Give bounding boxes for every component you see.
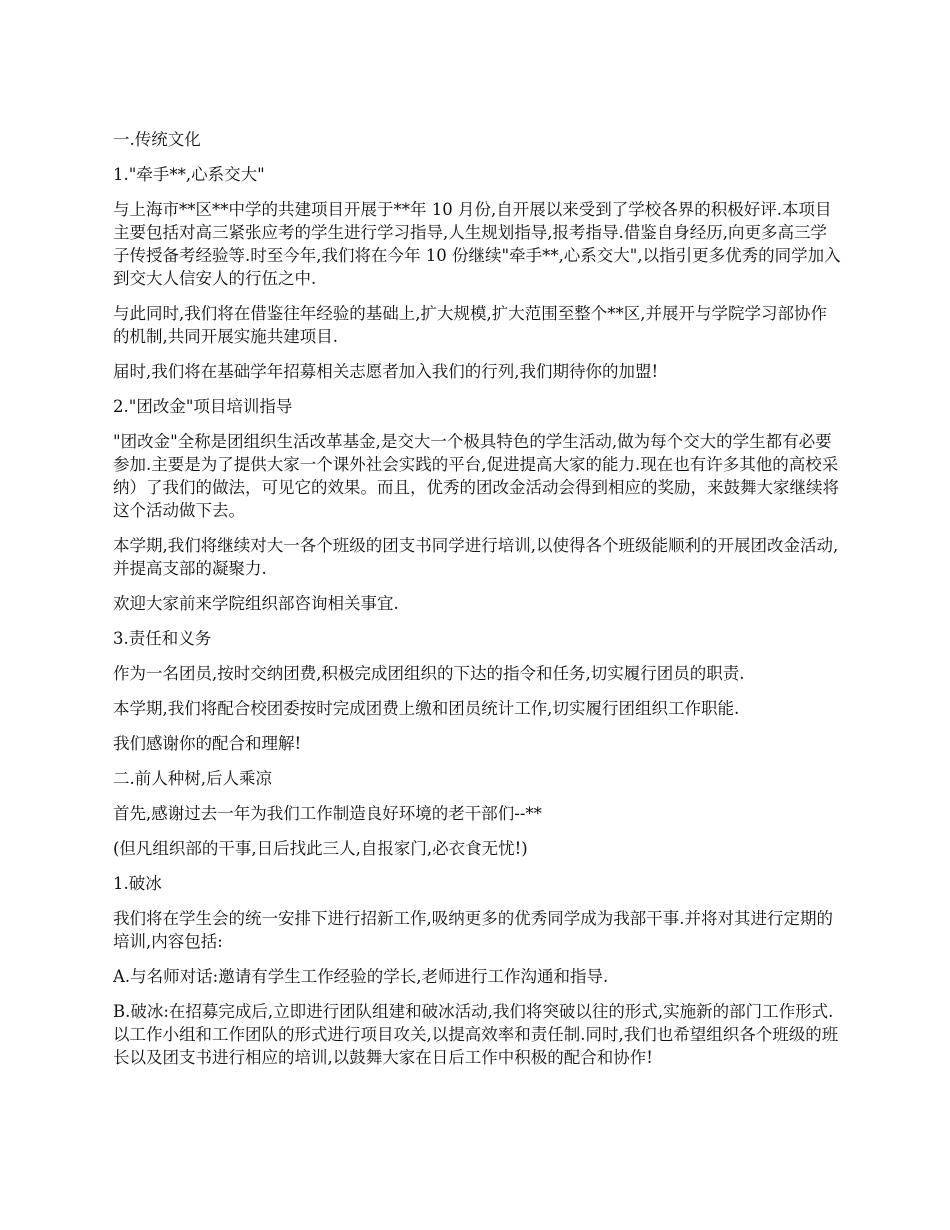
paragraph: 作为一名团员,按时交纳团费,积极完成团组织的下达的指令和任务,切实履行团员的职责. bbox=[113, 664, 745, 683]
paragraph: 届时,我们将在基础学年招募相关志愿者加入我们的行列,我们期待你的加盟! bbox=[113, 362, 659, 381]
paragraph: 首先,感谢过去一年为我们工作制造良好环境的老干部们--** bbox=[113, 804, 542, 823]
paragraph: 我们感谢你的配合和理解! bbox=[113, 734, 302, 753]
subheading-tuangaijin: 2."团改金"项目培训指导 bbox=[113, 397, 293, 416]
paragraph: 本学期,我们将配合校团委按时完成团费上缴和团员统计工作,切实履行团组织工作职能. bbox=[113, 699, 740, 718]
paragraph: 欢迎大家前来学院组织部咨询相关事宜. bbox=[113, 594, 399, 613]
subheading-hand-in-hand: 1."牵手**,心系交大" bbox=[113, 165, 265, 184]
paragraph: "团改金"全称是团组织生活改革基金,是交大一个极具特色的学生活动,做为每个交大的学生都有必要参加.主要是为了提供大家一个课外社会实践的平台,促进提高大家的能力.现在也有许多其他的高校采纳）了我们的做法，可见它的效果。而且，优秀的团改金活动会得到相应的奖励，来鼓舞大家继续将这个活动做下去。 bbox=[113, 432, 839, 520]
section-heading-predecessors: 二.前人种树,后人乘凉 bbox=[113, 769, 272, 788]
paragraph: 与上海市**区**中学的共建项目开展于**年 10 月份,自开展以来受到了学校各界的积极好评.本项目主要包括对高三紧张应考的学生进行学习指导,人生规划指导,报考指导.借鉴自身经历,向更多高三学子传授备考经验等.时至今年,我们将在今年 10 份继续"牵手**,心系交大",以指引更多优秀的同学加入到交大人信安人的行伍之中. bbox=[113, 200, 841, 288]
list-item-b: B.破冰:在招募完成后,立即进行团队组建和破冰活动,我们将突破以往的形式,实施新的部门工作形式.以工作小组和工作团队的形式进行项目攻关,以提高效率和责任制.同时,我们也希望组织各个班级的班长以及团支书进行相应的培训,以鼓舞大家在日后工作中积极的配合和协作! bbox=[113, 1002, 839, 1067]
paragraph: 与此同时,我们将在借鉴往年经验的基础上,扩大规模,扩大范围至整个**区,并展开与学院学习部协作的机制,共同开展实施共建项目. bbox=[113, 304, 827, 346]
section-heading-traditional-culture: 一.传统文化 bbox=[113, 130, 201, 149]
list-item-a: A.与名师对话:邀请有学生工作经验的学长,老师进行工作沟通和指导. bbox=[113, 967, 609, 986]
subheading-icebreak: 1.破冰 bbox=[113, 874, 162, 893]
paragraph: 我们将在学生会的统一安排下进行招新工作,吸纳更多的优秀同学成为我部干事.并将对其进行定期的培训,内容包括: bbox=[113, 909, 833, 951]
paragraph: 本学期,我们将继续对大一各个班级的团支书同学进行培训,以使得各个班级能顺利的开展团改金活动,并提高支部的凝聚力. bbox=[113, 536, 839, 578]
document-body bbox=[113, 128, 843, 1081]
paragraph: (但凡组织部的干事,日后找此三人,自报家门,必衣食无忧!) bbox=[113, 839, 528, 858]
subheading-responsibility: 3.责任和义务 bbox=[113, 629, 212, 648]
